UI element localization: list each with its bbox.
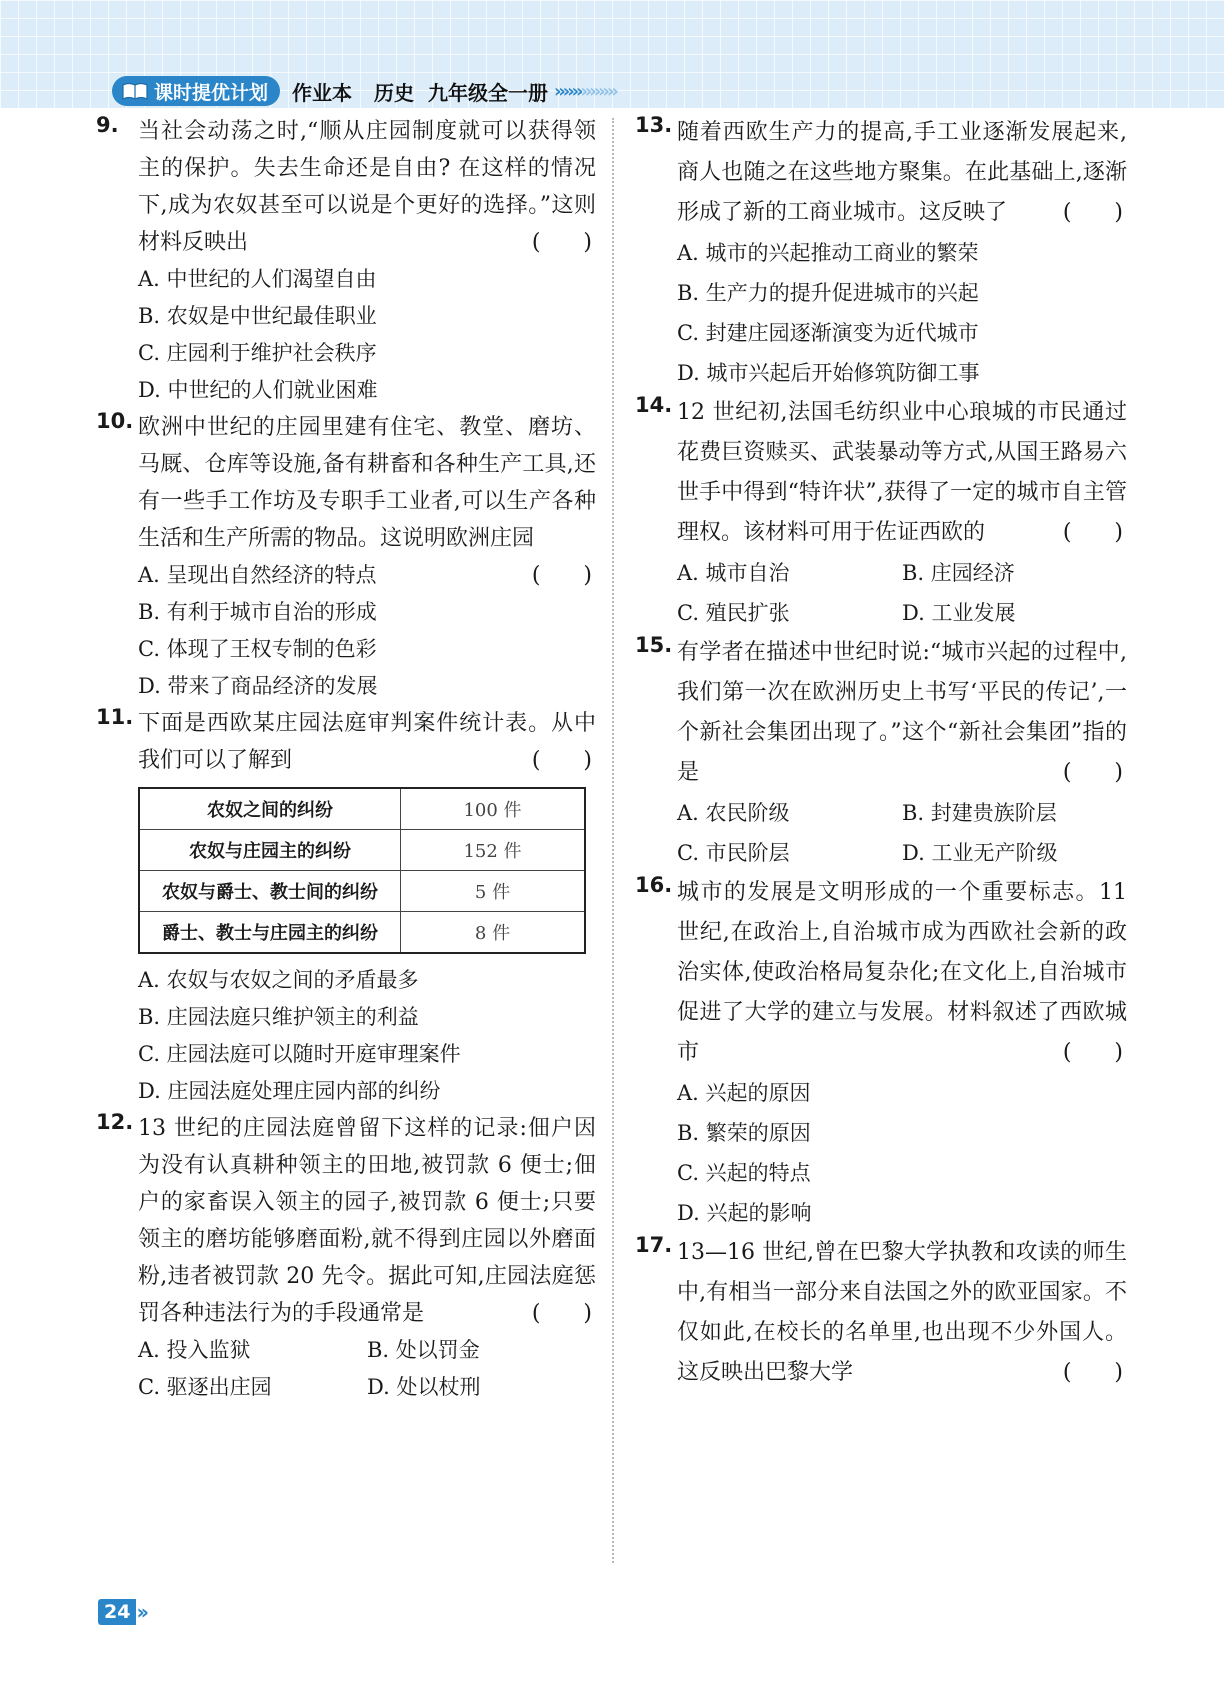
- question-9: [96, 113, 610, 409]
- question-number: 13.: [635, 113, 673, 137]
- option-d[interactable]: D. 工业发展: [902, 601, 1016, 625]
- question-10: [96, 409, 610, 705]
- question-12: [96, 1110, 610, 1406]
- column-divider: [612, 118, 614, 1563]
- question-text: 随着西欧生产力的提高,手工业逐渐发展起来,商人也随之在这些地方聚集。在此基础上,逐渐形成了新的工商业城市。这反映了 ( ): [677, 113, 1127, 233]
- subject-grade: 历史 九年级全一册: [374, 80, 548, 105]
- question-number: 12.: [96, 1110, 134, 1134]
- brand-title: 课时提优计划: [154, 81, 269, 104]
- option-a[interactable]: A. 城市的兴起推动工商业的繁荣: [677, 241, 979, 265]
- page-number: [98, 1598, 145, 1626]
- table-cell-count: 8 件: [401, 912, 586, 954]
- option-c[interactable]: C. 封建庄园逐渐演变为近代城市: [677, 321, 979, 345]
- option-d[interactable]: D. 庄园法庭处理庄园内部的纠纷: [138, 1079, 441, 1103]
- chevrons-icon: ››››››››››››››: [553, 80, 616, 102]
- question-text: 欧洲中世纪的庄园里建有住宅、教堂、磨坊、马厩、仓库等设施,备有耕畜和各种生产工具,还有一些手工作坊及专职手工业者,可以生产各种生活和生产所需的物品。这说明欧洲庄园 ( ): [138, 409, 596, 557]
- table-row: [139, 871, 585, 912]
- question-text: 13—16 世纪,曾在巴黎大学执教和攻读的师生中,有相当一部分来自法国之外的欧亚国家。不仅如此,在校长的名单里,也出现不少外国人。这反映出巴黎大学 ( ): [677, 1233, 1127, 1393]
- answer-blank[interactable]: ( ): [1062, 520, 1141, 545]
- option-a[interactable]: A. 农奴与农奴之间的矛盾最多: [138, 968, 419, 992]
- table-cell-count: 100 件: [401, 788, 586, 830]
- options-row: [138, 1332, 596, 1369]
- question-text: 下面是西欧某庄园法庭审判案件统计表。从中我们可以了解到 ( ): [138, 705, 596, 779]
- table-cell-category: 农奴与爵士、教士间的纠纷: [139, 871, 401, 912]
- option-d[interactable]: D. 兴起的影响: [677, 1201, 812, 1225]
- table-cell-category: 爵士、教士与庄园主的纠纷: [139, 912, 401, 954]
- option-c[interactable]: C. 驱逐出庄园: [138, 1375, 272, 1399]
- option-b[interactable]: B. 封建贵族阶层: [902, 801, 1057, 825]
- answer-blank[interactable]: ( ): [531, 563, 610, 588]
- page-header: [112, 74, 616, 108]
- answer-blank[interactable]: ( ): [1062, 1360, 1141, 1385]
- question-number: 16.: [635, 873, 673, 897]
- chevrons-icon: ››: [136, 1600, 145, 1624]
- case-statistics-table: [138, 787, 586, 954]
- answer-blank[interactable]: ( ): [531, 748, 610, 773]
- question-number: 11.: [96, 705, 134, 729]
- question-13: [635, 113, 1141, 393]
- option-b[interactable]: B. 有利于城市自治的形成: [138, 600, 377, 624]
- question-number: 17.: [635, 1233, 673, 1257]
- option-b[interactable]: B. 繁荣的原因: [677, 1121, 811, 1145]
- question-number: 15.: [635, 633, 673, 657]
- option-b[interactable]: B. 处以罚金: [367, 1338, 480, 1362]
- question-16: [635, 873, 1141, 1233]
- question-15: [635, 633, 1141, 873]
- option-a[interactable]: A. 投入监狱: [138, 1338, 251, 1362]
- option-c[interactable]: C. 庄园法庭可以随时开庭审理案件: [138, 1042, 461, 1066]
- question-text: 12 世纪初,法国毛纺织业中心琅城的市民通过花费巨资赎买、武装暴动等方式,从国王路易六世手中得到“特许状”,获得了一定的城市自主管理权。该材料可用于佐证西欧的 ( ): [677, 393, 1127, 553]
- option-c[interactable]: C. 兴起的特点: [677, 1161, 811, 1185]
- answer-blank[interactable]: ( ): [1062, 1040, 1141, 1065]
- question-14: [635, 393, 1141, 633]
- option-c[interactable]: C. 市民阶层: [677, 841, 790, 865]
- question-text: 13 世纪的庄园法庭曾留下这样的记录:佃户因为没有认真耕种领主的田地,被罚款 6 便士;佃户的家畜误入领主的园子,被罚款 6 便士;只要领主的磨坊能够磨面粉,就不得到庄园以外磨面粉,违者被罚款 20 先令。据此可知,庄园法庭惩罚各种违法行为的手段通常是 ( ): [138, 1110, 596, 1332]
- option-d[interactable]: D. 中世纪的人们就业困难: [138, 378, 378, 402]
- question-17: [635, 1233, 1141, 1393]
- question-number: 10.: [96, 409, 134, 433]
- option-a[interactable]: A. 兴起的原因: [677, 1081, 811, 1105]
- option-c[interactable]: C. 体现了王权专制的色彩: [138, 637, 377, 661]
- book-type: 作业本: [292, 80, 353, 105]
- option-c[interactable]: C. 殖民扩张: [677, 601, 790, 625]
- answer-blank[interactable]: ( ): [1062, 200, 1141, 225]
- option-d[interactable]: D. 处以杖刑: [367, 1375, 481, 1399]
- options-row: [677, 793, 1127, 833]
- table-row: [139, 912, 585, 954]
- question-number: 14.: [635, 393, 673, 417]
- option-d[interactable]: D. 带来了商品经济的发展: [138, 674, 378, 698]
- option-c[interactable]: C. 庄园利于维护社会秩序: [138, 341, 377, 365]
- option-b[interactable]: B. 生产力的提升促进城市的兴起: [677, 281, 979, 305]
- question-text: 有学者在描述中世纪时说:“城市兴起的过程中,我们第一次在欧洲历史上书写‘平民的传记’,一个新社会集团出现了。”这个“新社会集团”指的是 ( ): [677, 633, 1127, 793]
- right-column: [635, 113, 1141, 1393]
- option-d[interactable]: D. 城市兴起后开始修筑防御工事: [677, 361, 980, 385]
- answer-blank[interactable]: ( ): [1062, 760, 1141, 785]
- option-b[interactable]: B. 农奴是中世纪最佳职业: [138, 304, 377, 328]
- options-row: [677, 593, 1127, 633]
- options-row: [138, 1369, 596, 1406]
- question-11: [96, 705, 610, 1110]
- brand-badge: [112, 76, 280, 106]
- option-a[interactable]: A. 呈现出自然经济的特点: [138, 563, 377, 587]
- option-b[interactable]: B. 庄园经济: [902, 561, 1015, 585]
- table-cell-count: 5 件: [401, 871, 586, 912]
- options-row: [677, 553, 1127, 593]
- option-b[interactable]: B. 庄园法庭只维护领主的利益: [138, 1005, 419, 1029]
- book-icon: [122, 81, 148, 101]
- question-number: 9.: [96, 113, 119, 137]
- option-d[interactable]: D. 工业无产阶级: [902, 841, 1058, 865]
- option-a[interactable]: A. 农民阶级: [677, 801, 790, 825]
- table-row: [139, 788, 585, 830]
- table-cell-category: 农奴之间的纠纷: [139, 788, 401, 830]
- answer-blank[interactable]: ( ): [531, 1301, 610, 1326]
- question-text: 当社会动荡之时,“顺从庄园制度就可以获得领主的保护。失去生命还是自由? 在这样的情况下,成为农奴甚至可以说是个更好的选择。”这则材料反映出 ( ): [138, 113, 596, 261]
- table-cell-category: 农奴与庄园主的纠纷: [139, 830, 401, 871]
- question-text: 城市的发展是文明形成的一个重要标志。11 世纪,在政治上,自治城市成为西欧社会新的政治实体,使政治格局复杂化;在文化上,自治城市促进了大学的建立与发展。材料叙述了西欧城市 ( ): [677, 873, 1127, 1073]
- left-column: [96, 113, 610, 1406]
- table-cell-count: 152 件: [401, 830, 586, 871]
- table-row: [139, 830, 585, 871]
- page-number-label: 24: [98, 1599, 136, 1625]
- options-row: [677, 833, 1127, 873]
- option-a[interactable]: A. 中世纪的人们渴望自由: [138, 267, 377, 291]
- option-a[interactable]: A. 城市自治: [677, 561, 790, 585]
- answer-blank[interactable]: ( ): [531, 230, 610, 255]
